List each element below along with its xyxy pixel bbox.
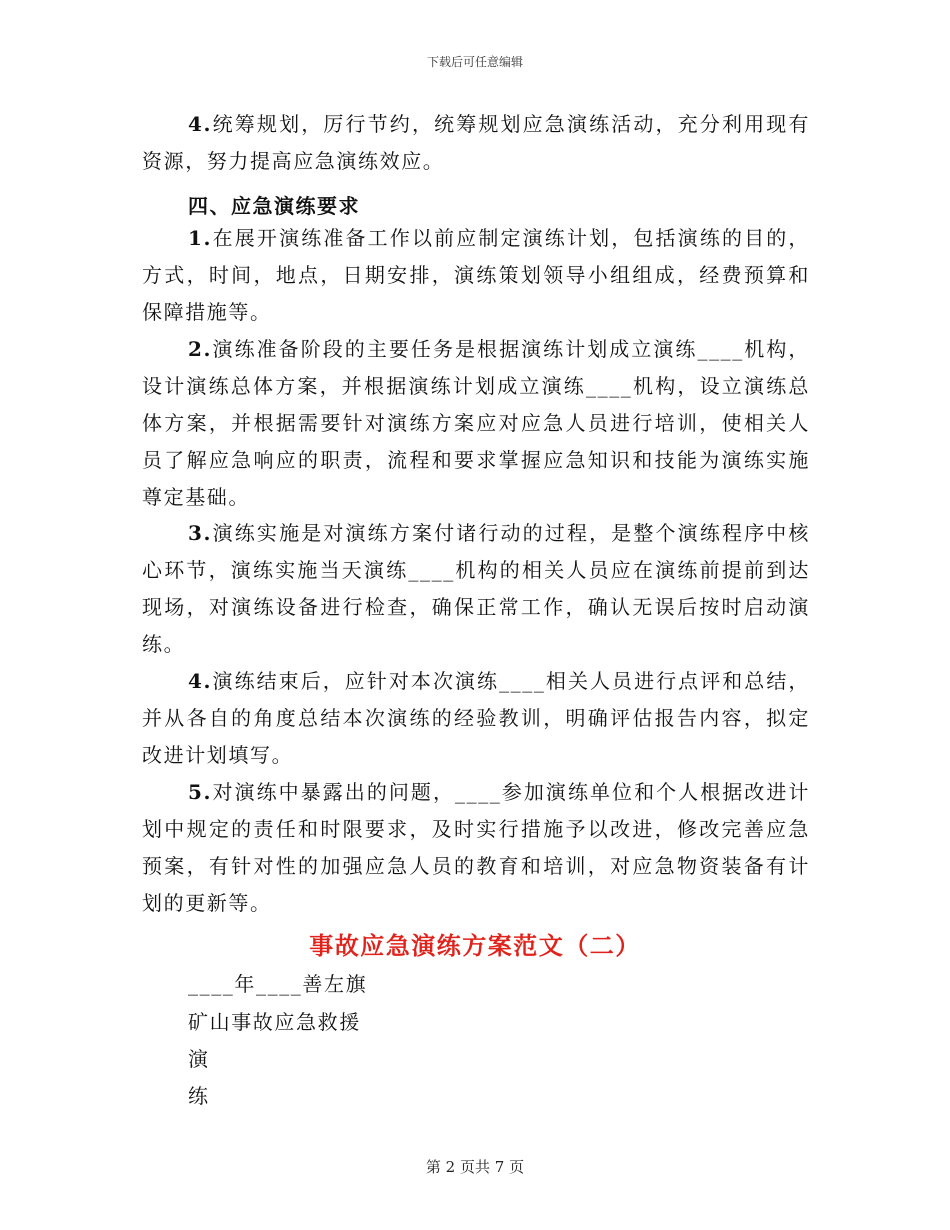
paragraph-requirement-3 <box>142 515 810 663</box>
tail-line-char-2: 练 <box>188 1084 210 1108</box>
paragraph-text: 演练准备阶段的主要任务是根据演练计划成立演练____机构，设计演练总体方案，并根据演练计划成立演练____机构，设立演练总体方案，并根据需要针对演练方案应对应急人员进行培训，使相关人员了解应急响应的职责，流程和要求掌握应急知识和技能为演练实施尊定基础。 <box>142 337 810 509</box>
paragraph-number: 3. <box>188 521 213 545</box>
paragraph-number: 1. <box>188 226 213 250</box>
paragraph-text: 演练结束后，应针对本次演练____相关人员进行点评和总结，并从各自的角度总结本次演练的经验教训，明确评估报告内容，拟定改进计划填写。 <box>142 669 810 767</box>
paragraph-requirement-2 <box>142 331 810 516</box>
paragraph-number: 4. <box>188 112 213 136</box>
page-footer: 第 2 页共 7 页 <box>425 1158 525 1176</box>
paragraph-text: 在展开演练准备工作以前应制定演练计划，包括演练的目的，方式，时间，地点，日期安排，演练策划领导小组组成，经费预算和保障措施等。 <box>142 226 810 324</box>
paragraph-requirement-5 <box>142 774 810 922</box>
tail-line-char-1: 演 <box>188 1047 210 1071</box>
paragraph-requirement-1 <box>142 220 810 331</box>
document-title: 事故应急演练方案范文（二） <box>309 931 641 960</box>
paragraph-number: 2. <box>188 337 213 361</box>
paragraph-principle-4 <box>142 106 810 180</box>
section-heading: 四、应急演练要求 <box>188 194 360 218</box>
paragraph-number: 5. <box>188 780 213 804</box>
tail-line-year: ____年____善左旗 <box>188 972 368 996</box>
tail-line-subject: 矿山事故应急救援 <box>188 1010 361 1034</box>
paragraph-number: 4. <box>188 669 213 693</box>
paragraph-text: 演练实施是对演练方案付诸行动的过程，是整个演练程序中核心环节，演练实施当天演练____机构的相关人员应在演练前提前到达现场，对演练设备进行检查，确保正常工作，确认无误后按时启动演练。 <box>142 521 810 656</box>
paragraph-text: 对演练中暴露出的问题，____参加演练单位和个人根据改进计划中规定的责任和时限要求，及时实行措施予以改进，修改完善应急预案，有针对性的加强应急人员的教育和培训，对应急物资装备有计划的更新等。 <box>142 780 810 915</box>
paragraph-requirement-4 <box>142 663 810 774</box>
page-header: 下载后可任意编辑 <box>426 55 523 69</box>
paragraph-text: 统筹规划，厉行节约，统筹规划应急演练活动，充分利用现有资源，努力提高应急演练效应。 <box>142 112 810 173</box>
